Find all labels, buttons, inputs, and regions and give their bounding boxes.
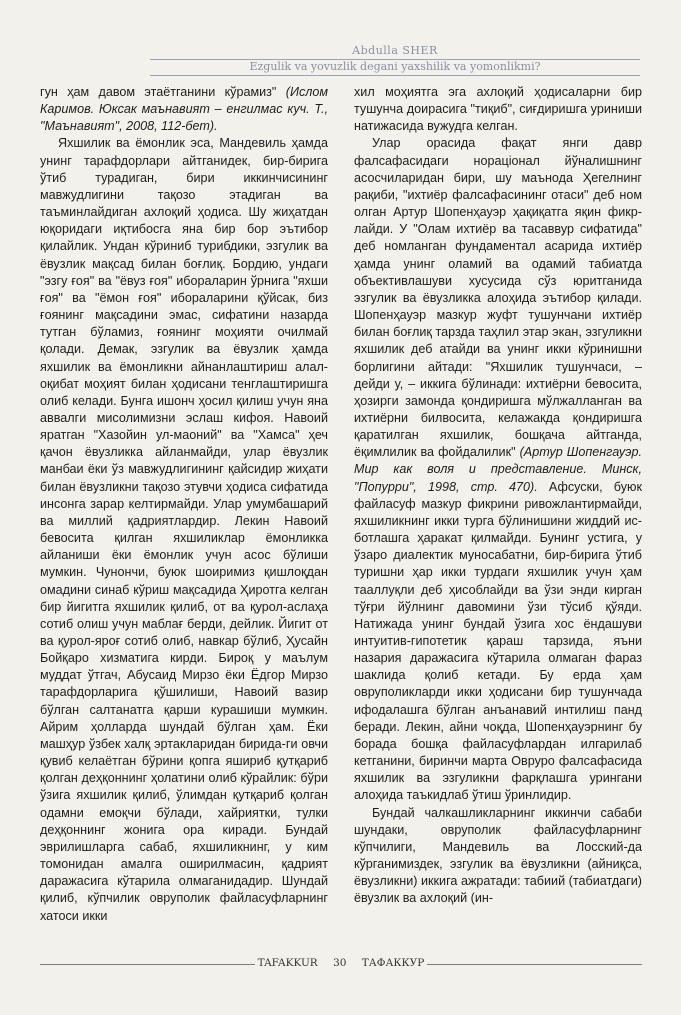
paragraph-text: Яхшилик ва ёмонлик эса, Мандевиль ҳамда унинг тарафдорлари айтганидек, бир-бирига ўтиб турадиган, бири иккинчисининг мавжудлигини тақозо этадиган ва таъминлайдиган ахлоқий ҳодиса. Шу жиҳатдан юқоридаги иқтибосга яна бир бор эътибор қилайлик. Ундан кўриниб турибдики, эзгулик ва ёвузлик мақсад билан боғлиқ. Бордию, ундаги "эзгу ғоя" ва "ёвуз ғоя" ибораларин ўрнига "яхши ғоя" ва "ёмон ғоя" ибораларини қўйсак, биз ғоянинг мақсадини эмас, сифатини назарда тутган бўламиз, ғоянинг моҳияти очилмай қолади. Демак, эзгулик ва ёвузлик ҳамда яхшилик ва ёмонликни айнанлаштириш алал-оқибат моҳият билан ҳодисани тенглаштиришга олиб келади. Бунга ишонч ҳосил қилиш учун яна аввалги мисолимизни эслаш кифоя. Навоий яратган "Хазойин ул-маоний" ва "Хамса" ҳеч қачон ёвузликка айланмайди, улар ёвузлик манбаи ёки ўз мавжудлигининг қайсидир жиҳати билан ёвузликни тақозо этувчи ҳодиса сифатида инсонга зарар келтирмайди. Улар умумбашарий ва миллий қадриятлардир. Лекин Навоий бевосита қилган яхшиликлар ёмонликка айланиши ёки ёмонлик учун асос бўлиши мумкин. Чунончи, буюк шоиримиз қишлоқдан омадини синаб кўриш мақсадида Ҳиротга келган бир йигитга яхшилик қилиб, от ва қурол-аслаҳа сотиб олиш учун маблағ берди, дейлик. Йигит от ва қурол-яроғ сотиб олиб, навкар бўлиб, Ҳусайн Бойқаро хизматига кирди. Бироқ у маълум муддат ўтгач, Абусаид Мирзо ёки Ёдгор Мирзо тарафдорларига қўшилиши, Навоий вазир бўлган салтанатга қарши курашиши мумкин. Айрим ҳолларда шундай бўлган ҳам. Ёки машҳур ўзбек халқ эртакларидан бирида-ги овчи қувиб келаётган бўрини қопга яшириб қутқариб қолган деҳқоннинг ҳолатини олиб кўрайлик: бўри ўзига яхшилик қилиб, ўлимдан қутқариб қолган одамни емоқчи бўлади, хайриятки, тулки деҳқоннинг жонига ора киради. Бундай эврилишларга сабаб, яхшиликнинг, у ким томонидан амалга оширилмасин, қадрият даражасига кўтарила олмаганидадир. Шундай қилиб, кўпчилик овруполик файласуфларнинг хатоси икки: [40, 136, 328, 923]
paragraph: [354, 805, 642, 908]
paragraph: [354, 84, 642, 135]
paragraph-text: Афсуски, буюк файласуф мазкур фикрини ривожлантирмайди, яхшиликнинг икки турга бўлинишини жиддий ис-ботлашга ҳаракат қилмайди. Бунинг устига, у ўзаро диалектик муносабатни, бир-бирига ўтиб туришни ҳар икки турдаги яхшилик учун ҳам тааллуқли деб ҳисоблайди ва ўзи энди кирган тўғри йўлнинг давомини ўзи тўсиб қўяди. Натижада унинг бундай ўзига хос ёндашуви интуитив-гипотетик қараш тарзида, яъни назария даражасига кўтарила олмаган фараз шаклида қолиб кетади. Бу ерда ҳам овруполикларди икки ҳодисани бир тушунчада ифодалашга бўлган анъанавий интилиш панд беради. Лекин, айни чоқда, Шопенҳауэрнинг бу борада бошқа файласуфлардан илгарилаб кетганини, биринчи марта Овруро фалсафасида яхшилик ва эзгуликни фарқлашга урингани алоҳида таъкидлаб ўтиш ўринлидир.: [354, 479, 642, 803]
paragraph-text: хил моҳиятга эга ахлоқий ҳодисаларни бир тушунча доирасига "тиқиб", сиғдиришга уриниши натижасида вужудга келган.: [354, 85, 642, 134]
citation: (Ислом Каримов. Юксак маънавият – енгилмас куч. Т., "Маънавият", 2008, 112-бет).: [40, 85, 328, 134]
paragraph: [40, 135, 328, 924]
citation: (Артур Шопенгауэр. Мир как воля и представление. Минск, "Попурри", 1998, стр. 470).: [354, 445, 642, 494]
page-number: 30: [333, 957, 347, 969]
header-author: Abdulla SHER: [352, 44, 438, 57]
footer-text: [40, 957, 642, 969]
paragraph: [40, 84, 328, 135]
page-footer: [40, 957, 642, 971]
paragraph-text: Бундай чалкашликларнинг иккинчи сабаби шундаки, овруполик файласуфларнинг кўпчилиги, Мандевиль ва Лосский-да кўрганимиздек, эзгулик ва ёвузликни (айниқса, ёвузликни) иккига ажратади: табиий (табиатдаги) ёвузлик ва ахлоқий (ин-: [354, 805, 642, 906]
header-rule-upper: [150, 59, 640, 60]
footer-journal-cyrillic: ТАФАККУР: [361, 957, 425, 969]
header-rule-lower: [150, 75, 640, 76]
left-column: [40, 84, 328, 925]
header-subtitle: Ezgulik va yovuzlik degani yaxshilik va yomonlikmi?: [249, 60, 541, 73]
paragraph-text: Улар орасида фақат янги давр фалсафасидаги нораціонал йўналишнинг асосчиларидан бири, шу маънода Ҳегелнинг рақиби, "ихтиёр фалсафасининг отаси" деб ном олган Артур Шопенҳауэр ҳақиқатга яқин фикр-лайди. У "Олам ихтиёр ва тасаввур сифатида" деб номланган фундаментал асарида ихтиёр ҳамда унинг оламий ва одамий табиатда объективлашуви хусусида сўз юритганида эзгулик ва ёвузликка алоҳида эътибор қилади. Шопенҳауэр мазкур жуфт тушунчани ихтиёр билан боғлиқ тарзда таҳлил этар экан, эзгуликни яхшилик деб атайди ва унинг икки кўринишни борлигини айтади: "Яхшилик тушунчаси, – дейди у, – иккига бўлинади: ихтиёрни бевосита, ҳозирги замонда қондиришга мўлжалланган ва ихтиёрни билвосита, келажакда қондиришга қаратилган яхшилик, бошқача айтганда, ёқимлилик ва фойдалилик": [354, 136, 642, 460]
paragraph-text: гун ҳам давом этаётганини кўрамиз": [40, 85, 286, 99]
paragraph: [354, 135, 642, 804]
right-column: [354, 84, 642, 908]
footer-journal-latin: TAFAKKUR: [257, 957, 318, 969]
